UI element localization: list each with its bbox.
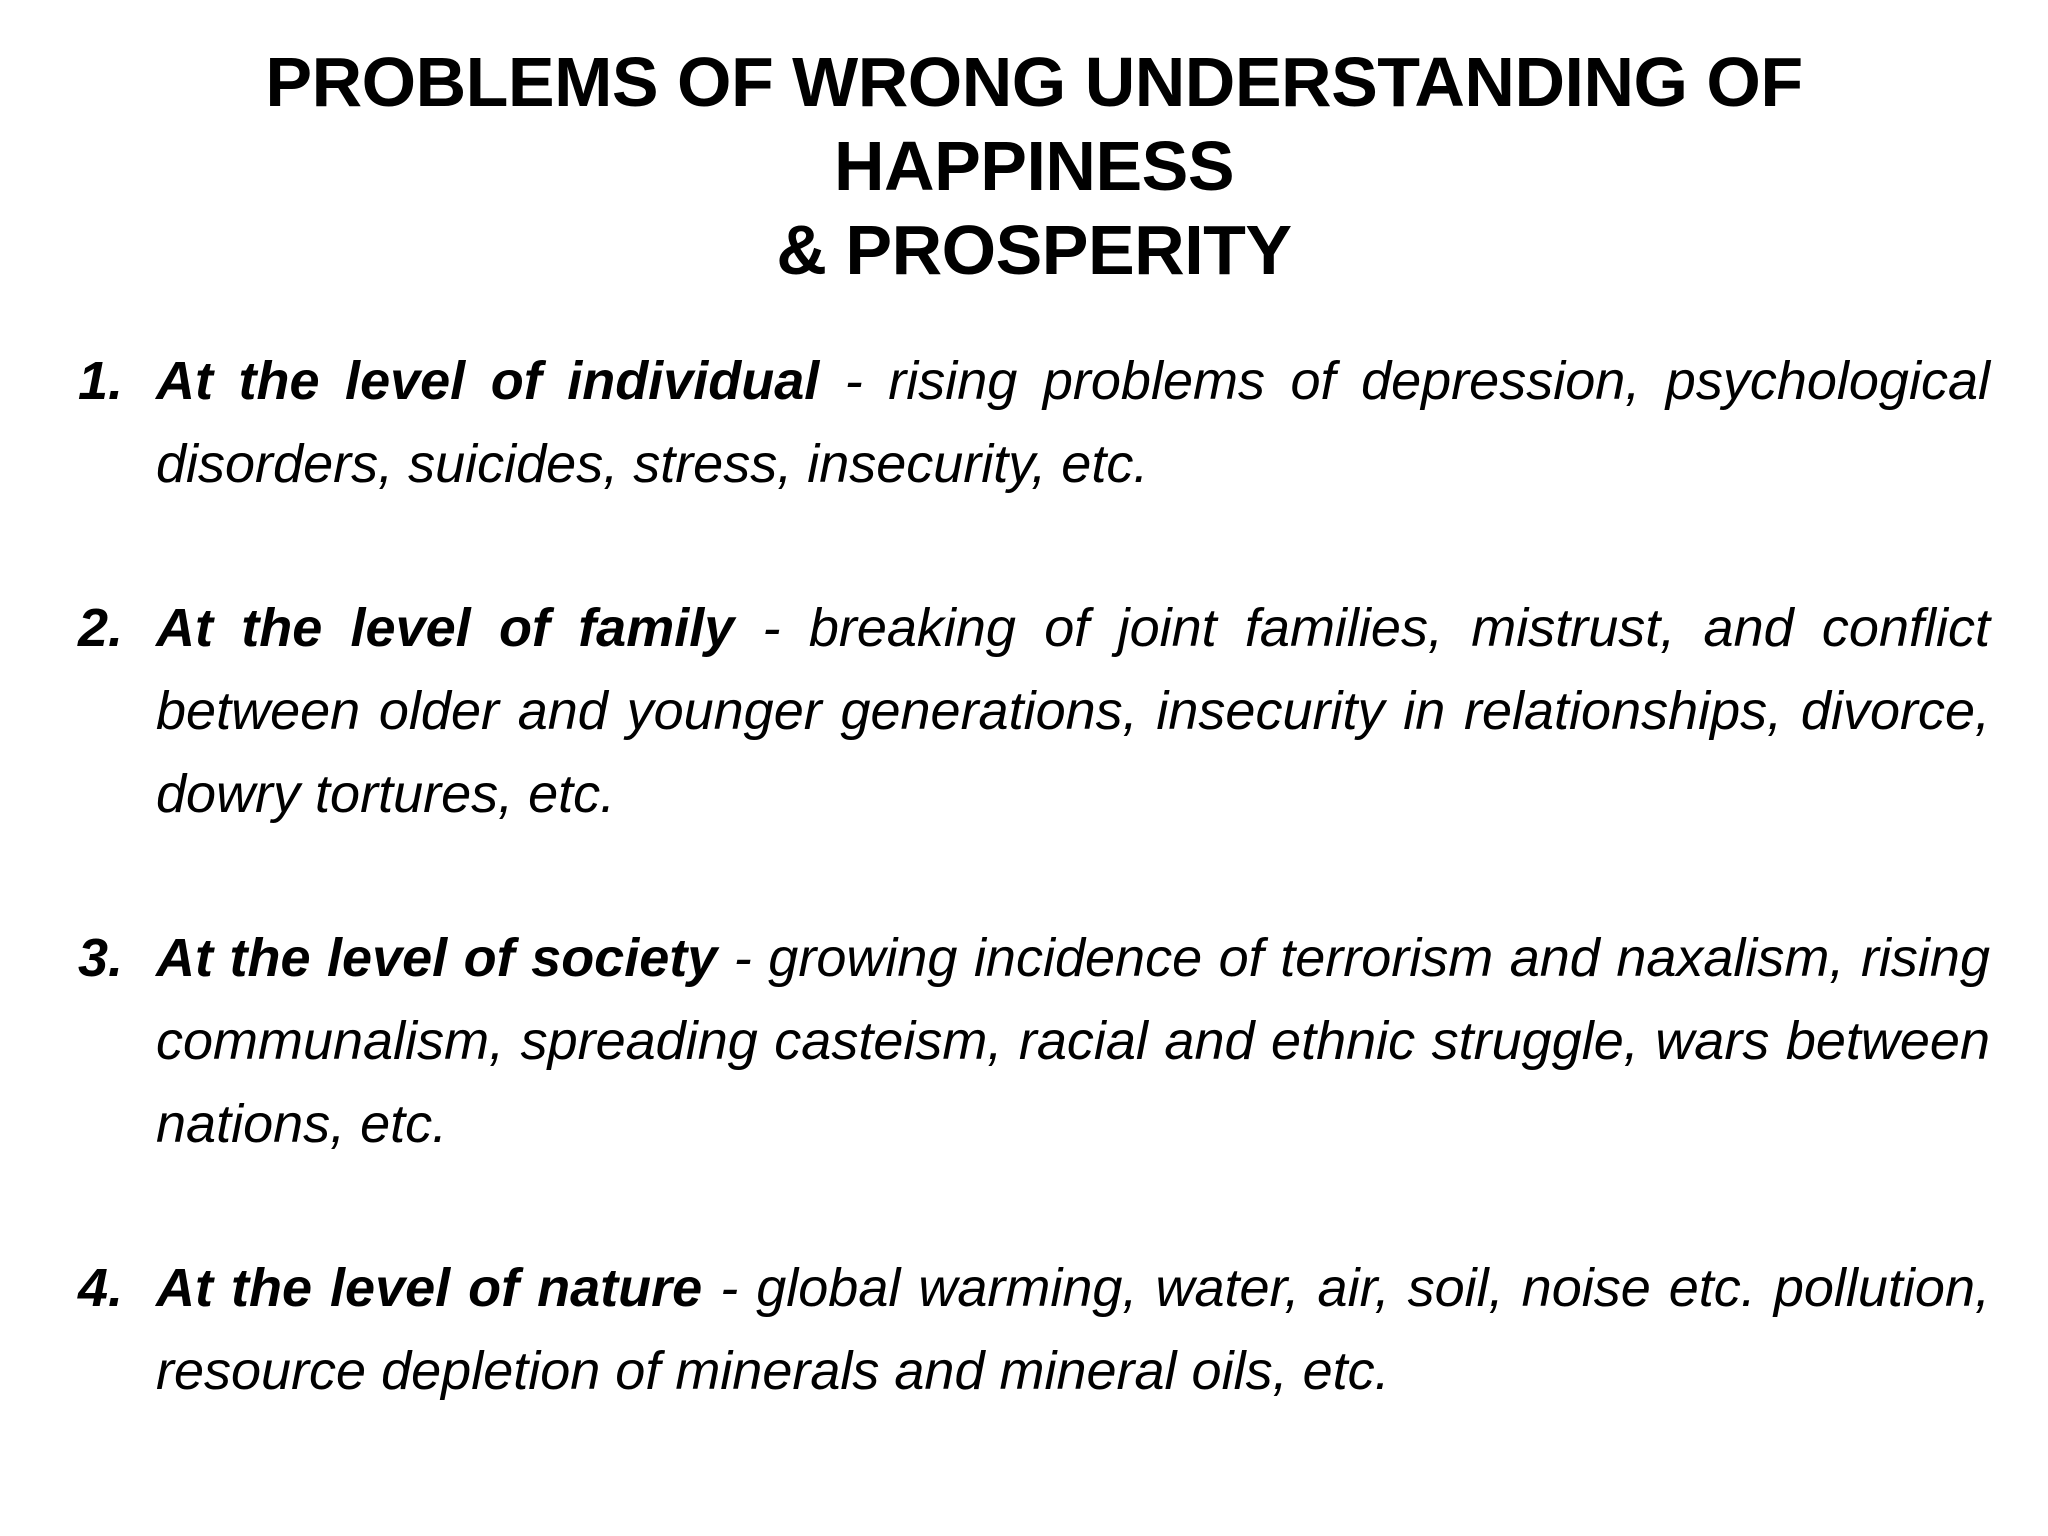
- item-number: 2.: [78, 598, 124, 658]
- item-text: - growing incidence of terrorism and naxalism, rising communalism, spreading casteism, racial and ethnic struggle, wars between nations, etc.: [156, 928, 1990, 1154]
- item-number: 4.: [78, 1258, 124, 1318]
- slide-title: [60, 40, 2008, 292]
- list-item-family: [78, 587, 1990, 836]
- item-text: - rising problems of depression, psychological disorders, suicides, stress, insecurity, etc.: [156, 351, 1990, 494]
- item-number: 1.: [78, 351, 124, 411]
- slide-title-line-1: PROBLEMS OF WRONG UNDERSTANDING OF HAPPINESS: [265, 43, 1803, 205]
- slide-title-line-2: & PROSPERITY: [776, 211, 1292, 289]
- list-item-society: [78, 917, 1990, 1166]
- problems-list: [78, 340, 1990, 1413]
- list-item-nature: [78, 1247, 1990, 1413]
- item-text: - breaking of joint families, mistrust, and conflict between older and younger generations, insecurity in relationships, divorce, dowry tortures, etc.: [156, 598, 1990, 824]
- item-number: 3.: [78, 928, 124, 988]
- item-text: - global warming, water, air, soil, noise etc. pollution, resource depletion of minerals and mineral oils, etc.: [156, 1258, 1990, 1401]
- item-lead: At the level of family: [156, 598, 735, 658]
- list-item-individual: [78, 340, 1990, 506]
- item-lead: At the level of society: [156, 928, 718, 988]
- item-lead: At the level of nature: [156, 1258, 703, 1318]
- item-lead: At the level of individual: [156, 351, 820, 411]
